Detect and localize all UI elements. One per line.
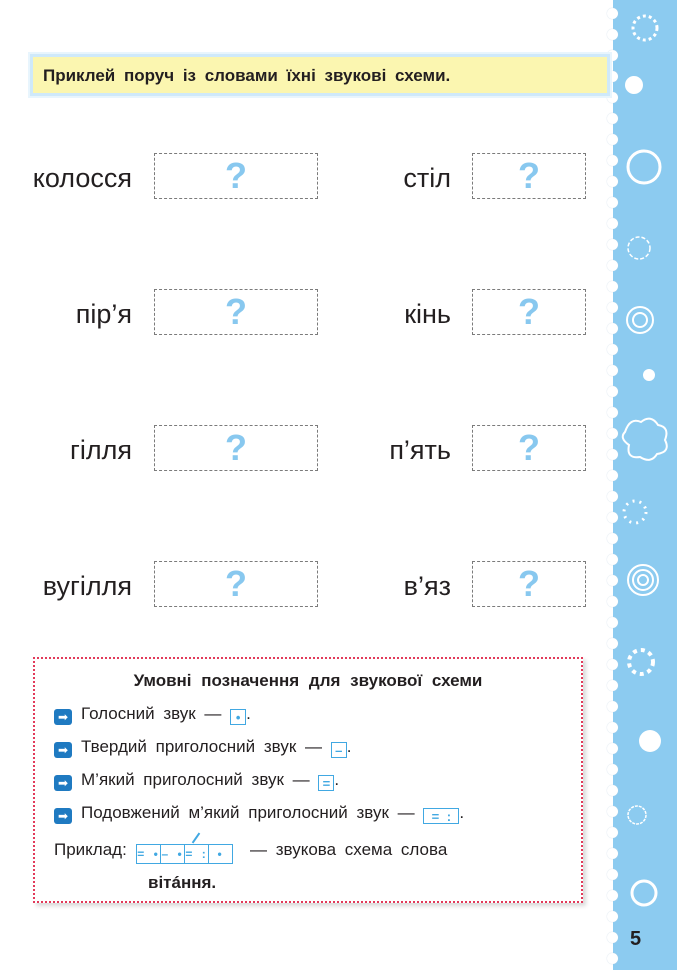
decorative-circles (613, 0, 677, 940)
arrow-right-icon: ➡ (54, 742, 72, 758)
sticker-slot[interactable] (472, 289, 586, 335)
vowel-symbol: • (230, 709, 246, 725)
instruction-text: Приклей поруч із словами їхні звукові схеми. (43, 66, 451, 85)
sticker-slot[interactable] (472, 561, 586, 607)
question-mark-icon: ? (225, 291, 247, 332)
word-stil: стіл (403, 163, 451, 193)
sticker-slot[interactable] (154, 561, 318, 607)
example-text: — звукова схема слова (250, 840, 448, 859)
legend-title: Умовні позначення для звукової схеми (133, 671, 483, 690)
word-piat: п’ять (389, 435, 451, 465)
stress-mark-icon (191, 833, 200, 844)
legend-example (54, 839, 447, 861)
word-pirya: пір’я (75, 299, 132, 329)
question-mark-icon: ? (225, 563, 247, 604)
question-mark-icon: ? (518, 427, 540, 468)
long-soft-consonant-symbol: = : (423, 808, 459, 824)
legend-item-long-soft-consonant: ➡ Подовжений м’який приголосний звук — = : . (54, 802, 464, 824)
word-kolossia: колосся (32, 163, 132, 193)
question-mark-icon: ? (518, 291, 540, 332)
word-vuhillia: вугілля (42, 571, 132, 601)
hard-consonant-symbol: – (331, 742, 347, 758)
question-mark-icon: ? (225, 155, 247, 196)
example-sound-scheme: = • – • = : • (136, 844, 233, 864)
word-hillia: гілля (70, 435, 132, 465)
sticker-slot[interactable] (154, 289, 318, 335)
sticker-slot[interactable] (154, 425, 318, 471)
question-mark-icon: ? (518, 155, 540, 196)
legend-box (33, 657, 583, 903)
arrow-right-icon: ➡ (54, 775, 72, 791)
word-viaz: в’яз (403, 571, 451, 601)
question-mark-icon: ? (518, 563, 540, 604)
instruction-banner (30, 54, 610, 96)
sticker-slot[interactable] (472, 153, 586, 199)
arrow-right-icon: ➡ (54, 808, 72, 824)
legend-item-vowel: ➡ Голосний звук — • . (54, 703, 251, 725)
page-number: 5 (630, 928, 642, 950)
question-mark-icon: ? (225, 427, 247, 468)
example-label: Приклад: (54, 840, 127, 859)
binding-ring (607, 953, 618, 964)
example-word: вітáння. (148, 873, 217, 892)
sticker-slot[interactable] (472, 425, 586, 471)
legend-item-soft-consonant: ➡ М’який приголосний звук — = . (54, 769, 339, 791)
word-kin: кінь (404, 299, 451, 329)
arrow-right-icon: ➡ (54, 709, 72, 725)
legend-item-hard-consonant: ➡ Твердий приголосний звук — – . (54, 736, 351, 758)
soft-consonant-symbol: = (318, 775, 334, 791)
sticker-slot[interactable] (154, 153, 318, 199)
